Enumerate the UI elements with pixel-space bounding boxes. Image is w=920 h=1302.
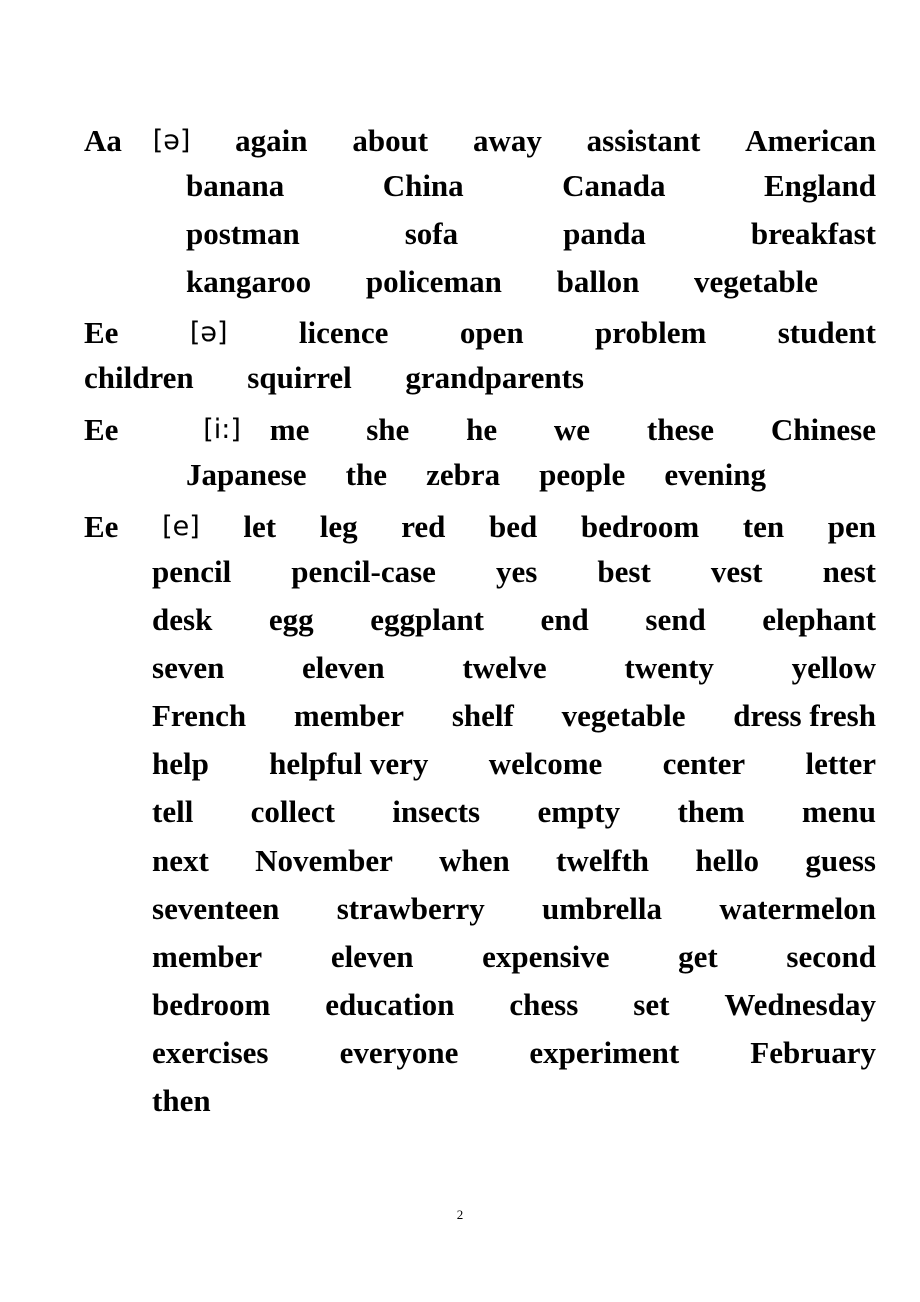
word: people	[539, 457, 626, 492]
word: licence	[298, 315, 389, 350]
word: postman	[186, 216, 300, 251]
word: ten	[742, 509, 785, 544]
section-ee-short-e-line-4	[152, 648, 876, 688]
section-letter: Aa	[84, 123, 122, 158]
word: grandparents	[405, 360, 584, 395]
word: eggplant	[370, 602, 484, 637]
section-ee-short-e-line-3	[152, 600, 876, 640]
word: when	[439, 843, 510, 878]
word: empty	[537, 794, 621, 829]
word: vegetable	[561, 698, 686, 733]
section-aa-schwa-line-2	[186, 166, 876, 206]
word: strawberry	[336, 891, 485, 926]
section-ee-short-e-line-12	[152, 1033, 876, 1073]
word: me	[269, 412, 310, 447]
section-ee-short-e-line-9	[152, 889, 876, 929]
word: letter	[805, 746, 876, 781]
word: second	[786, 939, 876, 974]
word: leg	[319, 509, 358, 544]
word: Chinese	[770, 412, 876, 447]
section-ee-short-e-line-6	[152, 744, 876, 784]
word: experiment	[529, 1035, 680, 1070]
word: umbrella	[542, 891, 663, 926]
word: bedroom	[580, 509, 700, 544]
section-ee-short-e-line-10	[152, 937, 876, 977]
word: watermelon	[719, 891, 876, 926]
word: center	[662, 746, 746, 781]
word: evening	[664, 457, 766, 492]
section-aa-schwa-line-4	[186, 262, 818, 302]
word: education	[325, 987, 455, 1022]
word: elephant	[762, 602, 876, 637]
word: menu	[801, 794, 876, 829]
word: exercises	[152, 1035, 269, 1070]
word: children	[84, 360, 194, 395]
word: yellow	[791, 650, 876, 685]
section-letter: Ee	[84, 315, 119, 350]
section-ee-short-e-line-2	[152, 552, 876, 592]
word: pen	[827, 509, 876, 544]
word: squirrel	[247, 360, 352, 395]
section-ee-short-e-line-13	[152, 1081, 876, 1121]
section-ee-short-e-line-7	[152, 792, 876, 832]
word: eleven	[302, 650, 385, 685]
page-number: 2	[456, 1207, 464, 1222]
word: these	[646, 412, 715, 447]
word: seventeen	[152, 891, 280, 926]
section-letter: Ee	[84, 509, 119, 544]
word: French	[152, 698, 247, 733]
word: yes	[496, 554, 538, 589]
section-aa-schwa-line-1	[84, 121, 876, 161]
phonetic-symbol: [ə]	[189, 317, 228, 348]
word: set	[633, 987, 670, 1022]
word: the	[345, 457, 387, 492]
word: collect	[250, 794, 335, 829]
word: help	[152, 746, 209, 781]
word: bedroom	[152, 987, 271, 1022]
word: American	[745, 123, 876, 158]
word: nest	[822, 554, 876, 589]
word: Japanese	[186, 457, 307, 492]
word: member	[293, 698, 405, 733]
word: twelfth	[556, 843, 650, 878]
word: student	[777, 315, 876, 350]
word: twelve	[462, 650, 547, 685]
word: ballon	[556, 264, 640, 299]
section-ee-short-e-line-8	[152, 841, 876, 881]
word: he	[466, 412, 498, 447]
word: banana	[186, 168, 285, 203]
word: breakfast	[750, 216, 876, 251]
section-ee-long-i-line-1	[84, 410, 876, 450]
word: dress fresh	[733, 698, 876, 733]
phonetic-symbol: [ə]	[152, 125, 191, 156]
word: zebra	[426, 457, 501, 492]
word: Canada	[562, 168, 666, 203]
word: chess	[509, 987, 579, 1022]
word: away	[472, 123, 542, 158]
word: red	[401, 509, 446, 544]
word: egg	[268, 602, 314, 637]
word: pencil-case	[291, 554, 436, 589]
section-letter: Ee	[84, 412, 119, 447]
word: she	[366, 412, 410, 447]
word: England	[763, 168, 876, 203]
word: open	[459, 315, 524, 350]
word: hello	[695, 843, 760, 878]
word: shelf	[451, 698, 514, 733]
word: end	[540, 602, 589, 637]
word: panda	[563, 216, 646, 251]
word: eleven	[330, 939, 414, 974]
word: vest	[710, 554, 763, 589]
word: twenty	[624, 650, 714, 685]
word: then	[152, 1083, 211, 1118]
section-ee-long-i-line-2	[186, 455, 766, 495]
word: policeman	[365, 264, 502, 299]
word: tell	[152, 794, 194, 829]
word: November	[255, 843, 393, 878]
word: vegetable	[694, 264, 818, 299]
word: problem	[594, 315, 707, 350]
word: again	[235, 123, 308, 158]
word: kangaroo	[186, 264, 312, 299]
word: everyone	[339, 1035, 459, 1070]
word: expensive	[482, 939, 610, 974]
word: best	[597, 554, 651, 589]
section-ee-short-e-line-1	[84, 507, 876, 547]
word: helpful very	[269, 746, 429, 781]
section-ee-schwa-line-2	[84, 358, 584, 398]
section-aa-schwa-line-3	[186, 214, 876, 254]
word: let	[243, 509, 277, 544]
word: desk	[152, 602, 213, 637]
word: China	[382, 168, 464, 203]
word: guess	[805, 843, 876, 878]
word: about	[352, 123, 429, 158]
word: bed	[489, 509, 538, 544]
section-ee-short-e-line-5	[152, 696, 876, 736]
word: send	[645, 602, 706, 637]
word: Wednesday	[724, 987, 876, 1022]
phonetic-symbol: [e]	[162, 511, 200, 542]
word: member	[152, 939, 263, 974]
word: seven	[152, 650, 225, 685]
word: we	[553, 412, 591, 447]
section-ee-schwa-line-1	[84, 313, 876, 353]
word: pencil	[152, 554, 232, 589]
word: get	[678, 939, 718, 974]
word: sofa	[404, 216, 459, 251]
word: them	[677, 794, 745, 829]
word: insects	[392, 794, 481, 829]
phonetic-symbol: [i:]	[203, 414, 241, 445]
section-ee-short-e-line-11	[152, 985, 876, 1025]
word: assistant	[586, 123, 701, 158]
word: next	[152, 843, 209, 878]
word: February	[750, 1035, 876, 1070]
word: welcome	[488, 746, 603, 781]
